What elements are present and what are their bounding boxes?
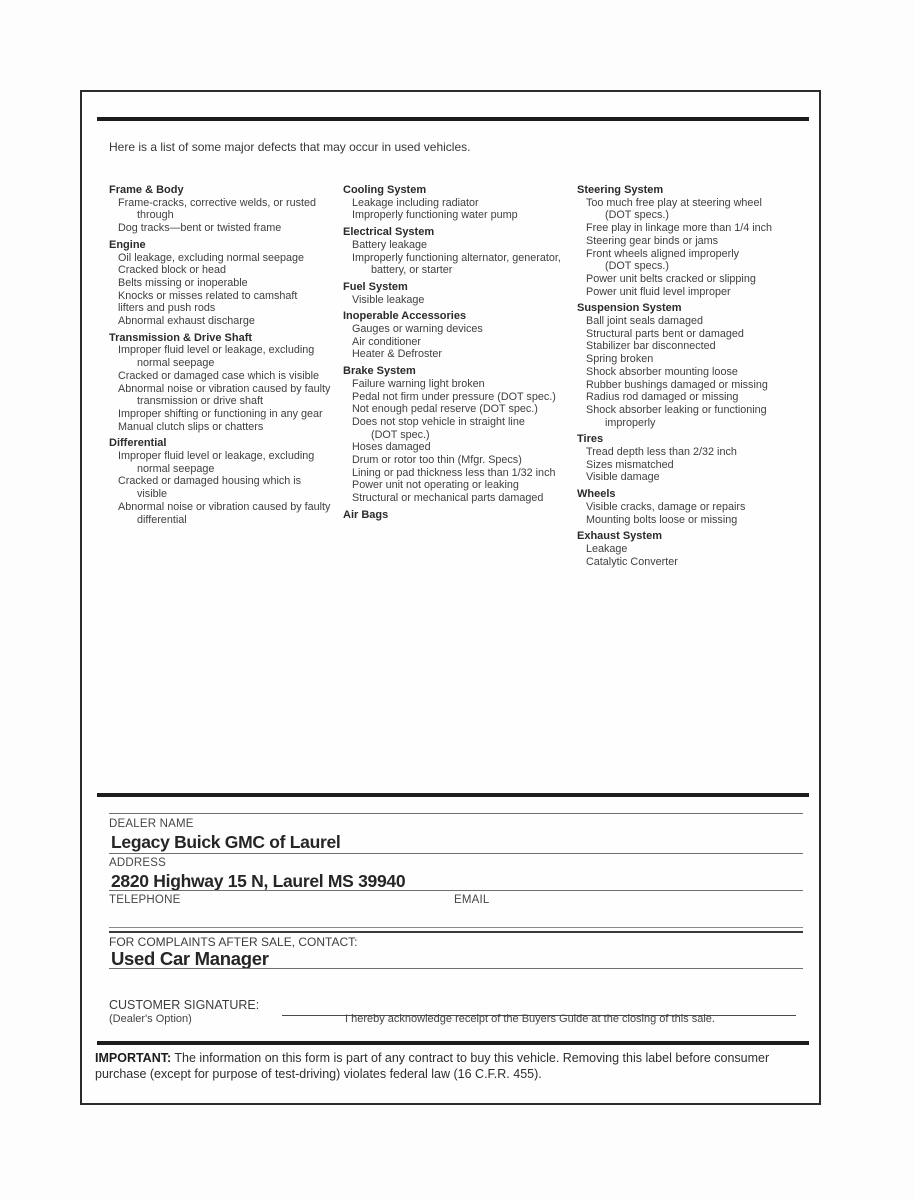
defect-section-heading: Fuel System bbox=[343, 280, 408, 293]
defect-item-line: Cracked or damaged housing which is bbox=[118, 475, 302, 488]
defect-item-line: Battery leakage bbox=[352, 238, 428, 251]
defect-item-line: Frame-cracks, corrective welds, or rusted bbox=[118, 196, 316, 209]
defect-section-heading: Exhaust System bbox=[577, 530, 662, 543]
defect-item-line: Spring broken bbox=[586, 353, 654, 366]
defect-item-line: Heater & Defroster bbox=[352, 348, 443, 361]
complaints-underline bbox=[109, 968, 803, 969]
defect-item-line: Belts missing or inoperable bbox=[118, 276, 248, 289]
defect-item-line: Cracked block or head bbox=[118, 264, 227, 277]
dealer-name-value: Legacy Buick GMC of Laurel bbox=[111, 832, 341, 852]
buyers-guide-back-page bbox=[80, 90, 821, 1105]
defect-item-line: Power unit belts cracked or slipping bbox=[586, 272, 756, 285]
top-rule bbox=[97, 117, 809, 121]
important-notice bbox=[95, 1050, 801, 1082]
defect-item-line: Steering gear binds or jams bbox=[586, 234, 719, 247]
dealer-name-label: DEALER NAME bbox=[109, 818, 194, 830]
defects-column-3 bbox=[577, 184, 811, 568]
defect-item-line: Radius rod damaged or missing bbox=[586, 391, 739, 404]
defects-column-2 bbox=[343, 184, 577, 568]
address-value: 2820 Highway 15 N, Laurel MS 39940 bbox=[111, 871, 406, 891]
acknowledge-text: I hereby acknowledge receipt of the Buyers Guide at the closing of this sale. bbox=[345, 1013, 715, 1025]
defect-item-line: Power unit not operating or leaking bbox=[352, 479, 519, 492]
defect-item-line: Visible damage bbox=[586, 471, 660, 484]
defect-item-line: Oil leakage, excluding normal seepage bbox=[118, 251, 305, 264]
defect-item-line: Lining or pad thickness less than 1/32 inch bbox=[352, 466, 556, 479]
defect-item-line: Improper fluid level or leakage, excluding bbox=[118, 344, 315, 357]
defect-item-line: normal seepage bbox=[137, 357, 215, 370]
defect-section-heading: Suspension System bbox=[577, 302, 682, 315]
defect-item-line: (DOT specs.) bbox=[605, 260, 669, 273]
defect-section-heading: Frame & Body bbox=[109, 184, 184, 196]
defect-section-heading: Transmission & Drive Shaft bbox=[109, 331, 253, 344]
defect-item-line: Air conditioner bbox=[352, 335, 422, 348]
complaints-contact-value: Used Car Manager bbox=[111, 948, 269, 969]
defects-list bbox=[109, 184, 811, 568]
defect-item-line: Front wheels aligned improperly bbox=[586, 247, 740, 260]
defect-item-line: Catalytic Converter bbox=[586, 555, 678, 568]
dealer-name-underline bbox=[109, 853, 803, 854]
defect-item-line: Visible leakage bbox=[352, 293, 425, 306]
defect-item-line: Hoses damaged bbox=[352, 441, 431, 454]
defect-item-line: Does not stop vehicle in straight line bbox=[352, 415, 525, 428]
defect-item-line: Manual clutch slips or chatters bbox=[118, 420, 264, 433]
defect-item-line: Structural parts bent or damaged bbox=[586, 327, 744, 340]
defect-item-line: Rubber bushings damaged or missing bbox=[586, 378, 768, 391]
complaints-divider bbox=[109, 927, 803, 933]
defect-item-line: Pedal not firm under pressure (DOT spec.) bbox=[352, 390, 556, 403]
defect-item-line: battery, or starter bbox=[371, 264, 453, 277]
defect-section-heading: Differential bbox=[109, 437, 167, 450]
telephone-label: TELEPHONE bbox=[109, 894, 181, 906]
defect-section-heading: Electrical System bbox=[343, 226, 435, 239]
defect-section-heading: Inoperable Accessories bbox=[343, 310, 467, 323]
defect-item-line: Abnormal noise or vibration caused by faulty bbox=[118, 500, 331, 513]
address-label: ADDRESS bbox=[109, 857, 166, 869]
defect-item-line: Mounting bolts loose or missing bbox=[586, 513, 738, 526]
defect-item-line: Knocks or misses related to camshaft bbox=[118, 289, 298, 302]
defect-item-line: Visible cracks, damage or repairs bbox=[586, 500, 746, 513]
defect-section-heading: Engine bbox=[109, 238, 146, 251]
address-underline bbox=[109, 890, 803, 891]
defect-section-heading: Cooling System bbox=[343, 184, 427, 196]
intro-text: Here is a list of some major defects that may occur in used vehicles. bbox=[109, 140, 471, 154]
defect-item-line: Free play in linkage more than 1/4 inch bbox=[586, 222, 773, 235]
defect-item-line: Structural or mechanical parts damaged bbox=[352, 492, 544, 505]
defect-item-line: Leakage including radiator bbox=[352, 196, 479, 209]
defect-item-line: visible bbox=[137, 488, 168, 501]
defect-item-line: Abnormal exhaust discharge bbox=[118, 315, 255, 328]
defect-item-line: normal seepage bbox=[137, 462, 215, 475]
complaints-label: FOR COMPLAINTS AFTER SALE, CONTACT: bbox=[109, 935, 358, 949]
defect-item-line: improperly bbox=[605, 416, 656, 429]
defect-item-line: Gauges or warning devices bbox=[352, 323, 483, 336]
defect-section-heading: Steering System bbox=[577, 184, 664, 196]
important-text: The information on this form is part of any contract to buy this vehicle. Removing this label before consumer purchase (except for purpose of test-driving) violates federal law (16 C.F.R. 455). bbox=[95, 1051, 770, 1081]
defect-item-line: Ball joint seals damaged bbox=[586, 315, 704, 328]
defect-section-heading: Wheels bbox=[577, 488, 616, 501]
defect-item-line: Failure warning light broken bbox=[352, 377, 485, 390]
defect-item-line: Drum or rotor too thin (Mfgr. Specs) bbox=[352, 454, 522, 467]
defect-item-line: Cracked or damaged case which is visible bbox=[118, 369, 320, 382]
defect-item-line: Dog tracks—bent or twisted frame bbox=[118, 222, 282, 235]
defect-item-line: Power unit fluid level improper bbox=[586, 285, 731, 298]
defect-item-line: Stabilizer bar disconnected bbox=[586, 340, 716, 353]
defect-section-heading: Brake System bbox=[343, 365, 416, 378]
defect-item-line: (DOT spec.) bbox=[371, 428, 430, 441]
defect-item-line: (DOT specs.) bbox=[605, 209, 669, 222]
defect-item-line: lifters and push rods bbox=[118, 302, 216, 315]
defect-item-line: differential bbox=[137, 513, 187, 526]
defect-item-line: Leakage bbox=[586, 542, 628, 555]
dealer-section-rule bbox=[97, 793, 809, 797]
defect-item-line: Shock absorber leaking or functioning bbox=[586, 403, 767, 416]
defect-item-line: Abnormal noise or vibration caused by faulty bbox=[118, 382, 331, 395]
defect-item-line: through bbox=[137, 209, 174, 222]
defect-item-line: transmission or drive shaft bbox=[137, 395, 264, 408]
defect-item-line: Sizes mismatched bbox=[586, 458, 674, 471]
dealer-name-top-line bbox=[109, 813, 803, 814]
defects-column-1 bbox=[109, 184, 343, 568]
defect-section-heading: Tires bbox=[577, 433, 604, 446]
defect-item-line: Improper fluid level or leakage, excluding bbox=[118, 450, 315, 463]
defect-item-line: Tread depth less than 2/32 inch bbox=[586, 446, 737, 459]
customer-signature-label: CUSTOMER SIGNATURE: bbox=[109, 998, 260, 1012]
defect-item-line: Shock absorber mounting loose bbox=[586, 365, 738, 378]
important-rule bbox=[97, 1041, 809, 1045]
important-label: IMPORTANT: bbox=[95, 1051, 172, 1065]
defect-item-line: Not enough pedal reserve (DOT spec.) bbox=[352, 403, 538, 416]
email-label: EMAIL bbox=[454, 894, 490, 906]
defect-item-line: Improperly functioning alternator, generator, bbox=[352, 251, 561, 264]
defect-item-line: Improper shifting or functioning in any gear bbox=[118, 407, 323, 420]
defect-item-line: Improperly functioning water pump bbox=[352, 209, 518, 222]
dealers-option-label: (Dealer's Option) bbox=[109, 1013, 192, 1025]
defect-section-heading: Air Bags bbox=[343, 508, 389, 521]
defect-item-line: Too much free play at steering wheel bbox=[586, 196, 762, 209]
